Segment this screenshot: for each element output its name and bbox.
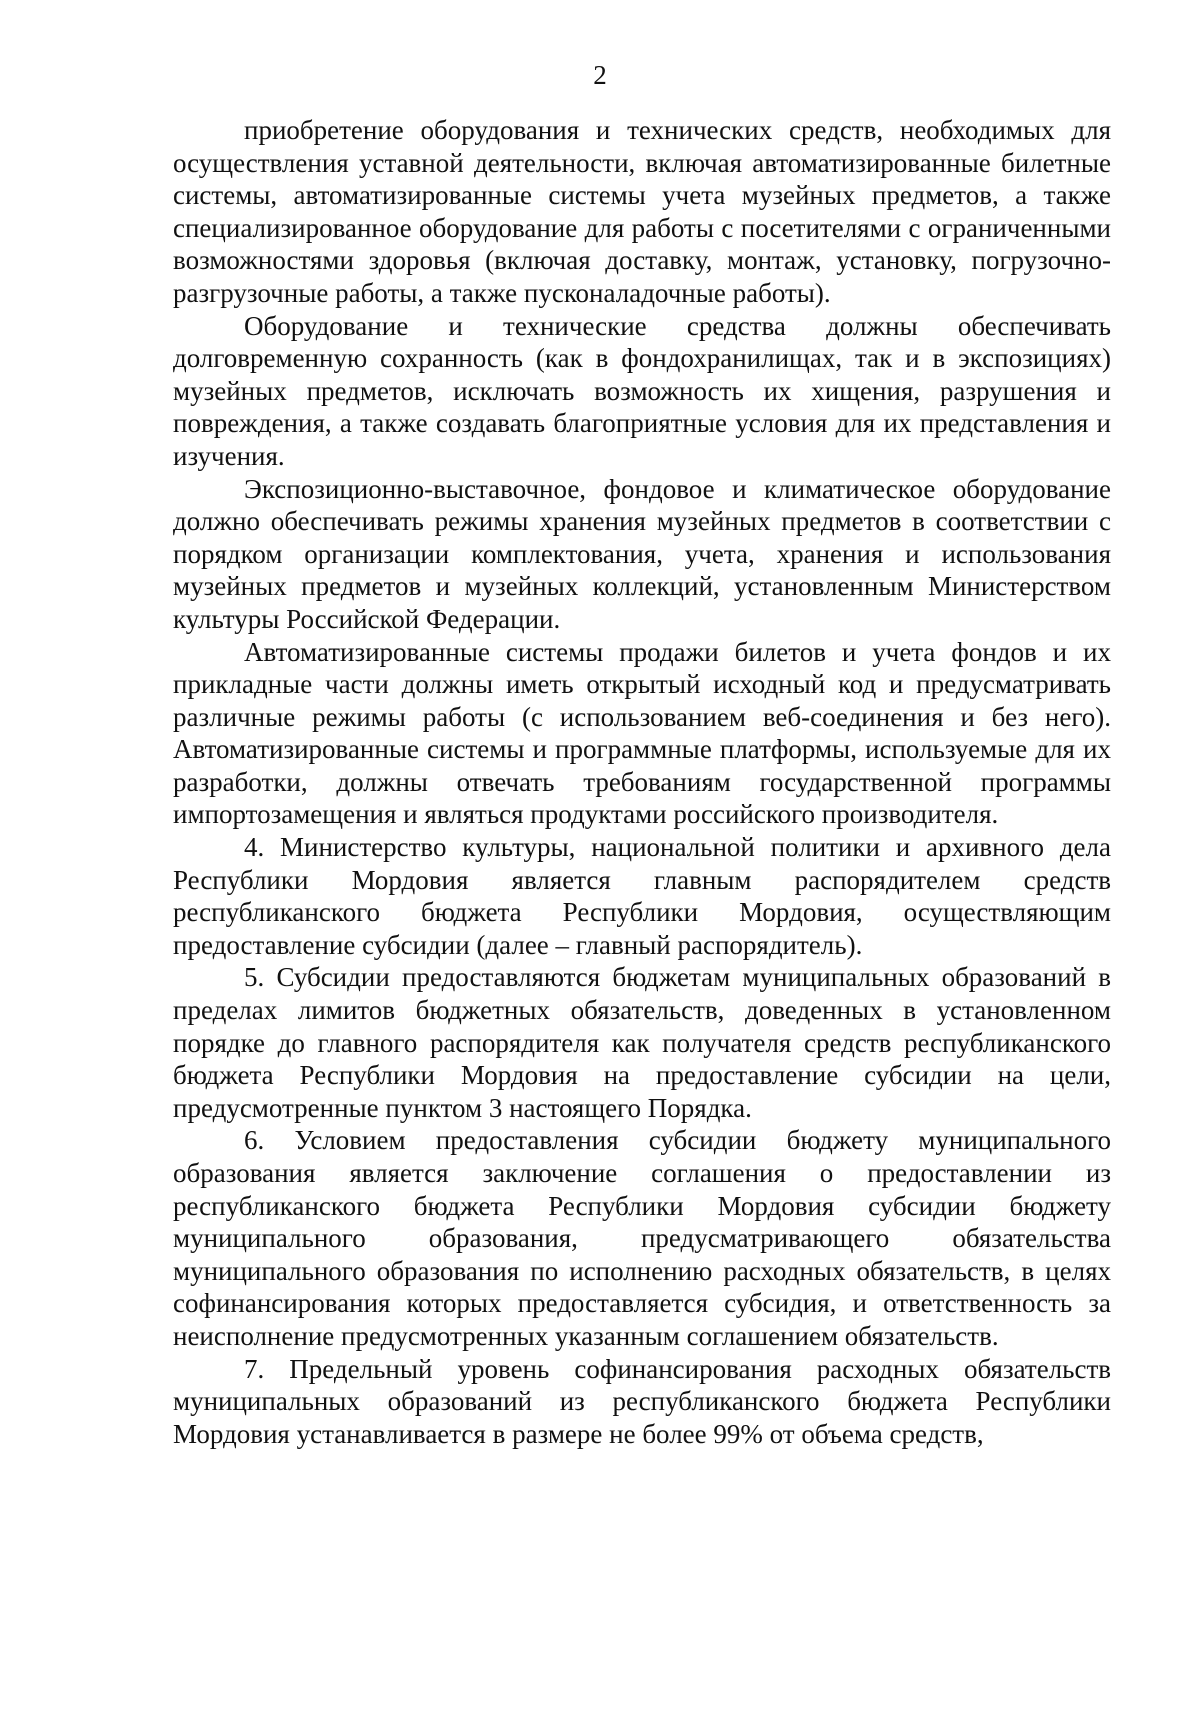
paragraph-item-7: 7. Предельный уровень софинансирования расходных обязательств муниципальных образований из республиканского бюджета Республики Мордовия устанавливается в размере не более 99% от объема средств,	[173, 1353, 1111, 1449]
document-body	[173, 114, 1111, 1450]
page-number: 2	[593, 60, 607, 90]
paragraph-equipment-requirements: Оборудование и технические средства должны обеспечивать долговременную сохранность (как в фондохранилищах, так и в экспозициях) музейных предметов, исключать возможность их хищения, разрушения и повреждения, а также создавать благоприятные условия для их представления и изучения.	[173, 310, 1111, 471]
paragraph-equipment-purchase: приобретение оборудования и технических средств, необходимых для осуществления уставной деятельности, включая автоматизированные билетные системы, автоматизированные системы учета музейных предметов, а также специализированное оборудование для работы с посетителями с ограниченными возможностями здоровья (включая доставку, монтаж, установку, погрузочно-разгрузочные работы, а также пусконаладочные работы).	[173, 115, 1111, 308]
paragraph-automated-systems: Автоматизированные системы продажи билетов и учета фондов и их прикладные части должны иметь открытый исходный код и предусматривать различные режимы работы (с использованием веб-соединения и без него). Автоматизированные системы и программные платформы, используемые для их разработки, должны отвечать требованиям государственной программы импортозамещения и являться продуктами российского производителя.	[173, 636, 1111, 830]
paragraph-item-4: 4. Министерство культуры, национальной политики и архивного дела Республики Мордовия является главным распорядителем средств республиканского бюджета Республики Мордовия, осуществляющим предоставление субсидии (далее – главный распорядитель).	[173, 832, 1111, 960]
paragraph-item-5: 5. Субсидии предоставляются бюджетам муниципальных образований в пределах лимитов бюджетных обязательств, доведенных в установленном порядке до главного распорядителя как получателя средств республиканского бюджета Республики Мордовия на предоставление субсидии на цели, предусмотренные пунктом 3 настоящего Порядка.	[173, 962, 1111, 1123]
paragraph-exhibition-equipment: Экспозиционно-выставочное, фондовое и климатическое оборудование должно обеспечивать режимы хранения музейных предметов в соответствии с порядком организации комплектования, учета, хранения и использования музейных предметов и музейных коллекций, установленным Министерством культуры Российской Федерации.	[173, 473, 1111, 634]
paragraph-item-6: 6. Условием предоставления субсидии бюджету муниципального образования является заключение соглашения о предоставлении из республиканского бюджета Республики Мордовия субсидии бюджету муниципального образования, предусматривающего обязательства муниципального образования по исполнению расходных обязательств, в целях софинансирования которых предоставляется субсидия, и ответственность за неисполнение предусмотренных указанным соглашением обязательств.	[173, 1125, 1111, 1351]
